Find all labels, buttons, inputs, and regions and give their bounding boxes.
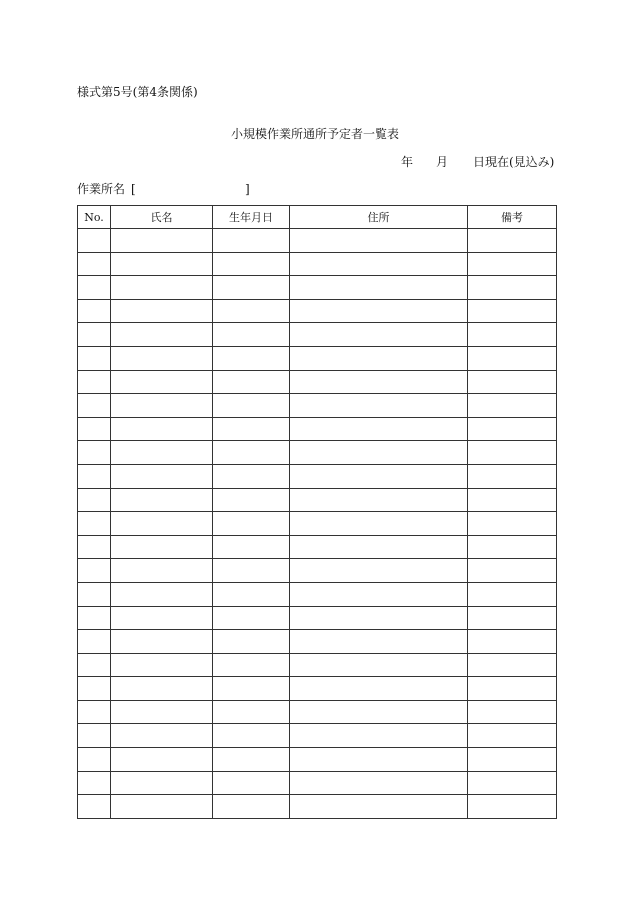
header-address: 住所 — [290, 206, 468, 229]
cell-birthdate[interactable] — [213, 771, 290, 795]
cell-no[interactable] — [78, 512, 111, 536]
cell-no[interactable] — [78, 677, 111, 701]
date-day-label: 日現在(見込み) — [473, 155, 555, 169]
cell-no[interactable] — [78, 795, 111, 819]
cell-remarks[interactable] — [468, 346, 557, 370]
cell-address[interactable] — [290, 323, 468, 347]
cell-name[interactable] — [111, 748, 213, 772]
table-row — [78, 748, 557, 772]
cell-address[interactable] — [290, 559, 468, 583]
cell-remarks[interactable] — [468, 535, 557, 559]
cell-birthdate[interactable] — [213, 394, 290, 418]
cell-address[interactable] — [290, 370, 468, 394]
cell-remarks[interactable] — [468, 323, 557, 347]
cell-name[interactable] — [111, 488, 213, 512]
cell-name[interactable] — [111, 677, 213, 701]
cell-remarks[interactable] — [468, 724, 557, 748]
cell-remarks[interactable] — [468, 299, 557, 323]
table-row — [78, 252, 557, 276]
cell-address[interactable] — [290, 394, 468, 418]
cell-birthdate[interactable] — [213, 252, 290, 276]
cell-name[interactable] — [111, 252, 213, 276]
cell-name[interactable] — [111, 653, 213, 677]
cell-remarks[interactable] — [468, 417, 557, 441]
cell-no[interactable] — [78, 370, 111, 394]
cell-birthdate[interactable] — [213, 488, 290, 512]
cell-name[interactable] — [111, 346, 213, 370]
cell-address[interactable] — [290, 229, 468, 253]
cell-remarks[interactable] — [468, 229, 557, 253]
cell-birthdate[interactable] — [213, 512, 290, 536]
cell-name[interactable] — [111, 370, 213, 394]
header-name: 氏名 — [111, 206, 213, 229]
cell-name[interactable] — [111, 771, 213, 795]
cell-address[interactable] — [290, 748, 468, 772]
cell-birthdate[interactable] — [213, 700, 290, 724]
cell-address[interactable] — [290, 252, 468, 276]
cell-name[interactable] — [111, 512, 213, 536]
table-row — [78, 229, 557, 253]
date-month-label: 月 — [436, 155, 449, 169]
cell-remarks[interactable] — [468, 582, 557, 606]
cell-no[interactable] — [78, 346, 111, 370]
cell-no[interactable] — [78, 323, 111, 347]
cell-remarks[interactable] — [468, 653, 557, 677]
cell-address[interactable] — [290, 606, 468, 630]
table-row — [78, 394, 557, 418]
cell-remarks[interactable] — [468, 677, 557, 701]
cell-address[interactable] — [290, 276, 468, 300]
cell-no[interactable] — [78, 559, 111, 583]
table-row — [78, 771, 557, 795]
cell-address[interactable] — [290, 299, 468, 323]
cell-remarks[interactable] — [468, 252, 557, 276]
cell-name[interactable] — [111, 559, 213, 583]
cell-birthdate[interactable] — [213, 748, 290, 772]
table-row — [78, 677, 557, 701]
cell-no[interactable] — [78, 630, 111, 654]
table-row — [78, 488, 557, 512]
cell-no[interactable] — [78, 441, 111, 465]
cell-birthdate[interactable] — [213, 630, 290, 654]
cell-birthdate[interactable] — [213, 346, 290, 370]
cell-name[interactable] — [111, 535, 213, 559]
workplace-open-bracket: [ — [131, 182, 136, 196]
cell-remarks[interactable] — [468, 630, 557, 654]
table-row — [78, 700, 557, 724]
cell-remarks[interactable] — [468, 276, 557, 300]
cell-name[interactable] — [111, 441, 213, 465]
cell-no[interactable] — [78, 229, 111, 253]
cell-address[interactable] — [290, 512, 468, 536]
cell-birthdate[interactable] — [213, 464, 290, 488]
cell-no[interactable] — [78, 771, 111, 795]
cell-name[interactable] — [111, 394, 213, 418]
cell-no[interactable] — [78, 653, 111, 677]
cell-no[interactable] — [78, 582, 111, 606]
cell-address[interactable] — [290, 464, 468, 488]
cell-no[interactable] — [78, 276, 111, 300]
cell-address[interactable] — [290, 700, 468, 724]
table-row — [78, 653, 557, 677]
cell-no[interactable] — [78, 394, 111, 418]
cell-address[interactable] — [290, 653, 468, 677]
header-birthdate: 生年月日 — [213, 206, 290, 229]
cell-remarks[interactable] — [468, 771, 557, 795]
form-number: 様式第5号(第4条関係) — [77, 85, 198, 99]
cell-birthdate[interactable] — [213, 535, 290, 559]
cell-address[interactable] — [290, 417, 468, 441]
cell-no[interactable] — [78, 252, 111, 276]
cell-name[interactable] — [111, 700, 213, 724]
cell-birthdate[interactable] — [213, 229, 290, 253]
cell-name[interactable] — [111, 630, 213, 654]
cell-birthdate[interactable] — [213, 724, 290, 748]
workplace-close-bracket: ] — [245, 182, 250, 196]
cell-birthdate[interactable] — [213, 370, 290, 394]
cell-birthdate[interactable] — [213, 559, 290, 583]
cell-address[interactable] — [290, 771, 468, 795]
date-year-label: 年 — [401, 155, 414, 169]
cell-name[interactable] — [111, 276, 213, 300]
workplace-name-label: 作業所名 — [77, 182, 126, 196]
table-header-row — [78, 206, 557, 229]
cell-remarks[interactable] — [468, 606, 557, 630]
attendee-table — [77, 205, 557, 819]
cell-no[interactable] — [78, 488, 111, 512]
table-row — [78, 606, 557, 630]
cell-remarks[interactable] — [468, 441, 557, 465]
cell-address[interactable] — [290, 795, 468, 819]
cell-address[interactable] — [290, 582, 468, 606]
cell-no[interactable] — [78, 464, 111, 488]
cell-no[interactable] — [78, 700, 111, 724]
cell-remarks[interactable] — [468, 748, 557, 772]
cell-birthdate[interactable] — [213, 582, 290, 606]
cell-name[interactable] — [111, 323, 213, 347]
cell-no[interactable] — [78, 299, 111, 323]
cell-name[interactable] — [111, 299, 213, 323]
table-row — [78, 724, 557, 748]
cell-name[interactable] — [111, 606, 213, 630]
header-remarks: 備考 — [468, 206, 557, 229]
cell-address[interactable] — [290, 441, 468, 465]
cell-remarks[interactable] — [468, 488, 557, 512]
cell-name[interactable] — [111, 229, 213, 253]
cell-birthdate[interactable] — [213, 677, 290, 701]
cell-remarks[interactable] — [468, 700, 557, 724]
cell-no[interactable] — [78, 535, 111, 559]
table-row — [78, 559, 557, 583]
table-row — [78, 630, 557, 654]
table-row — [78, 535, 557, 559]
cell-remarks[interactable] — [468, 394, 557, 418]
table-body — [78, 229, 557, 819]
header-no: No. — [78, 206, 111, 229]
cell-birthdate[interactable] — [213, 606, 290, 630]
cell-remarks[interactable] — [468, 370, 557, 394]
cell-address[interactable] — [290, 346, 468, 370]
table-row — [78, 464, 557, 488]
cell-birthdate[interactable] — [213, 323, 290, 347]
table-row — [78, 582, 557, 606]
cell-name[interactable] — [111, 417, 213, 441]
cell-remarks[interactable] — [468, 512, 557, 536]
cell-no[interactable] — [78, 606, 111, 630]
cell-birthdate[interactable] — [213, 417, 290, 441]
cell-birthdate[interactable] — [213, 795, 290, 819]
cell-birthdate[interactable] — [213, 653, 290, 677]
cell-remarks[interactable] — [468, 464, 557, 488]
table-row — [78, 512, 557, 536]
table-row — [78, 276, 557, 300]
table-row — [78, 417, 557, 441]
cell-address[interactable] — [290, 535, 468, 559]
cell-address[interactable] — [290, 724, 468, 748]
cell-name[interactable] — [111, 724, 213, 748]
cell-address[interactable] — [290, 677, 468, 701]
cell-name[interactable] — [111, 795, 213, 819]
table-row — [78, 299, 557, 323]
cell-remarks[interactable] — [468, 795, 557, 819]
cell-address[interactable] — [290, 630, 468, 654]
table-row — [78, 346, 557, 370]
document-title: 小規模作業所通所予定者一覧表 — [230, 127, 399, 141]
cell-no[interactable] — [78, 417, 111, 441]
cell-birthdate[interactable] — [213, 299, 290, 323]
table-row — [78, 441, 557, 465]
cell-remarks[interactable] — [468, 559, 557, 583]
cell-address[interactable] — [290, 488, 468, 512]
table-row — [78, 795, 557, 819]
cell-no[interactable] — [78, 724, 111, 748]
cell-birthdate[interactable] — [213, 441, 290, 465]
cell-name[interactable] — [111, 464, 213, 488]
cell-name[interactable] — [111, 582, 213, 606]
table-row — [78, 323, 557, 347]
table-row — [78, 370, 557, 394]
cell-birthdate[interactable] — [213, 276, 290, 300]
cell-no[interactable] — [78, 748, 111, 772]
